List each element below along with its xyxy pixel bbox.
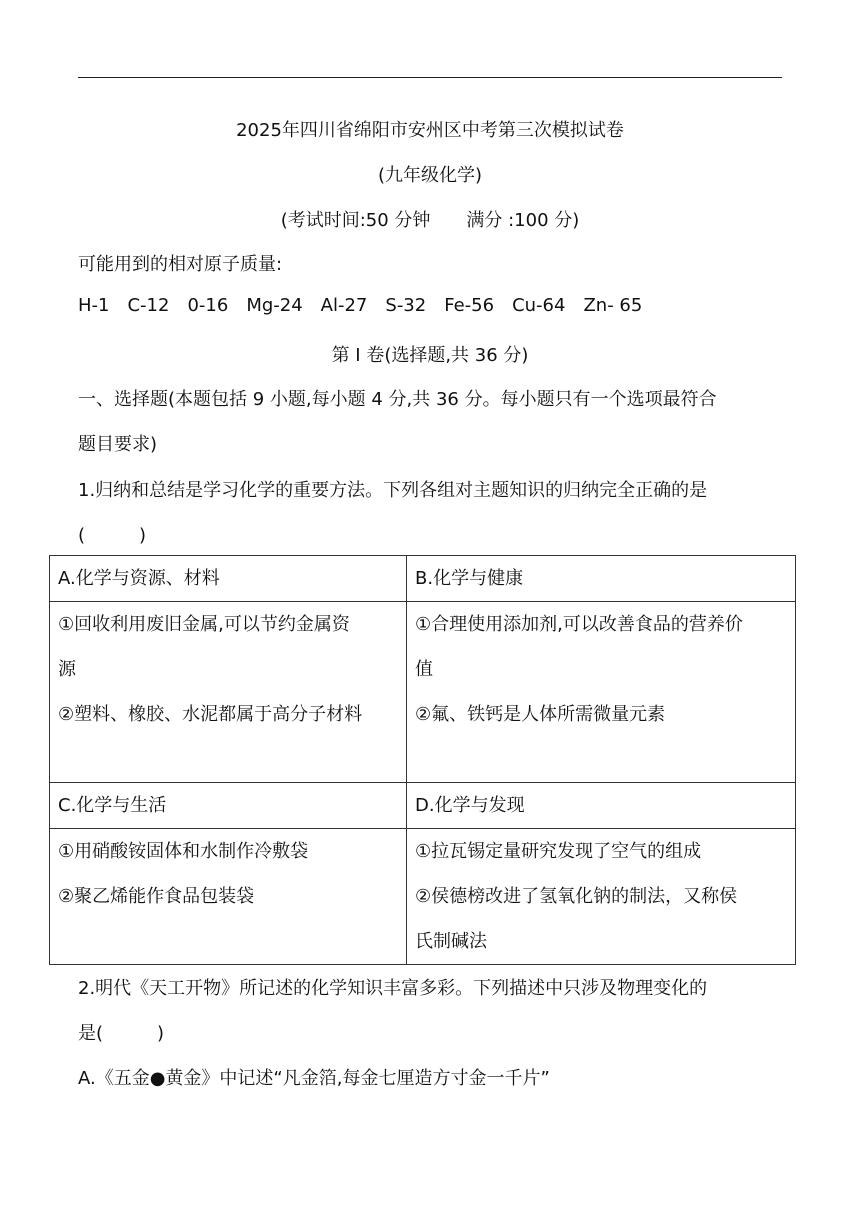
option-a-title: A.化学与资源、材料 bbox=[50, 556, 407, 602]
option-b-point-1: ①合理使用添加剂,可以改善食品的营养价 bbox=[415, 614, 743, 635]
option-c-point-1: ①用硝酸铵固体和水制作冷敷袋 bbox=[58, 841, 309, 862]
option-b-title: B.化学与健康 bbox=[407, 556, 796, 602]
option-c-point-2: ②聚乙烯能作食品包装袋 bbox=[58, 886, 255, 907]
atomic-mass-item: S-32 bbox=[385, 295, 427, 316]
option-a-content bbox=[50, 602, 407, 783]
question-1-stem: 1.归纳和总结是学习化学的重要方法。下列各组对主题知识的归纳完全正确的是 bbox=[78, 480, 708, 501]
header-rule bbox=[78, 77, 782, 78]
option-d-point-2-cont: 氏制碱法 bbox=[415, 931, 487, 952]
exam-subtitle: (九年级化学) bbox=[377, 165, 483, 186]
option-c-content bbox=[50, 829, 407, 965]
option-b-point-2: ②氟、铁钙是人体所需微量元素 bbox=[415, 704, 666, 725]
question-2-answer-blank: 是( ) bbox=[78, 1023, 165, 1044]
atomic-mass-item: C-12 bbox=[127, 295, 170, 316]
atomic-mass-item: Cu-64 bbox=[512, 295, 566, 316]
question-2-stem: 2.明代《天工开物》所记述的化学知识丰富多彩。下列描述中只涉及物理变化的 bbox=[78, 978, 708, 999]
atomic-mass-item: Al-27 bbox=[320, 295, 368, 316]
option-a-point-2: ②塑料、橡胶、水泥都属于高分子材料 bbox=[58, 704, 363, 725]
question-1-table bbox=[49, 555, 796, 965]
atomic-mass-item: 0-16 bbox=[187, 295, 229, 316]
exam-time-score: (考试时间:50 分钟 满分 :100 分) bbox=[280, 210, 580, 231]
section-instruction-line2: 题目要求) bbox=[78, 434, 158, 455]
option-d-content bbox=[407, 829, 796, 965]
atomic-mass-item: Mg-24 bbox=[246, 295, 303, 316]
option-a-point-1-cont: 源 bbox=[58, 659, 76, 680]
option-c-title: C.化学与生活 bbox=[50, 783, 407, 829]
option-b-content bbox=[407, 602, 796, 783]
atomic-mass-label: 可能用到的相对原子质量: bbox=[78, 254, 283, 275]
atomic-mass-list bbox=[78, 295, 660, 316]
question-1-answer-blank: ( ) bbox=[78, 525, 147, 546]
section-instruction-line1: 一、选择题(本题包括 9 小题,每小题 4 分,共 36 分。每小题只有一个选项最符合 bbox=[78, 389, 717, 410]
atomic-mass-item: Zn- 65 bbox=[583, 295, 643, 316]
option-b-point-1-cont: 值 bbox=[415, 659, 433, 680]
atomic-mass-item: Fe-56 bbox=[444, 295, 495, 316]
option-d-point-1: ①拉瓦锡定量研究发现了空气的组成 bbox=[415, 841, 702, 862]
section-title: 第 I 卷(选择题,共 36 分) bbox=[331, 345, 529, 366]
exam-title: 2025年四川省绵阳市安州区中考第三次模拟试卷 bbox=[236, 120, 624, 141]
option-d-title: D.化学与发现 bbox=[407, 783, 796, 829]
question-2-option-a: A.《五金●黄金》中记述“凡金箔,每金七厘造方寸金一千片” bbox=[78, 1068, 550, 1089]
option-d-point-2: ②侯德榜改进了氢氧化钠的制法，又称侯 bbox=[415, 886, 738, 907]
option-a-point-1: ①回收利用废旧金属,可以节约金属资 bbox=[58, 614, 350, 635]
atomic-mass-item: H-1 bbox=[78, 295, 110, 316]
